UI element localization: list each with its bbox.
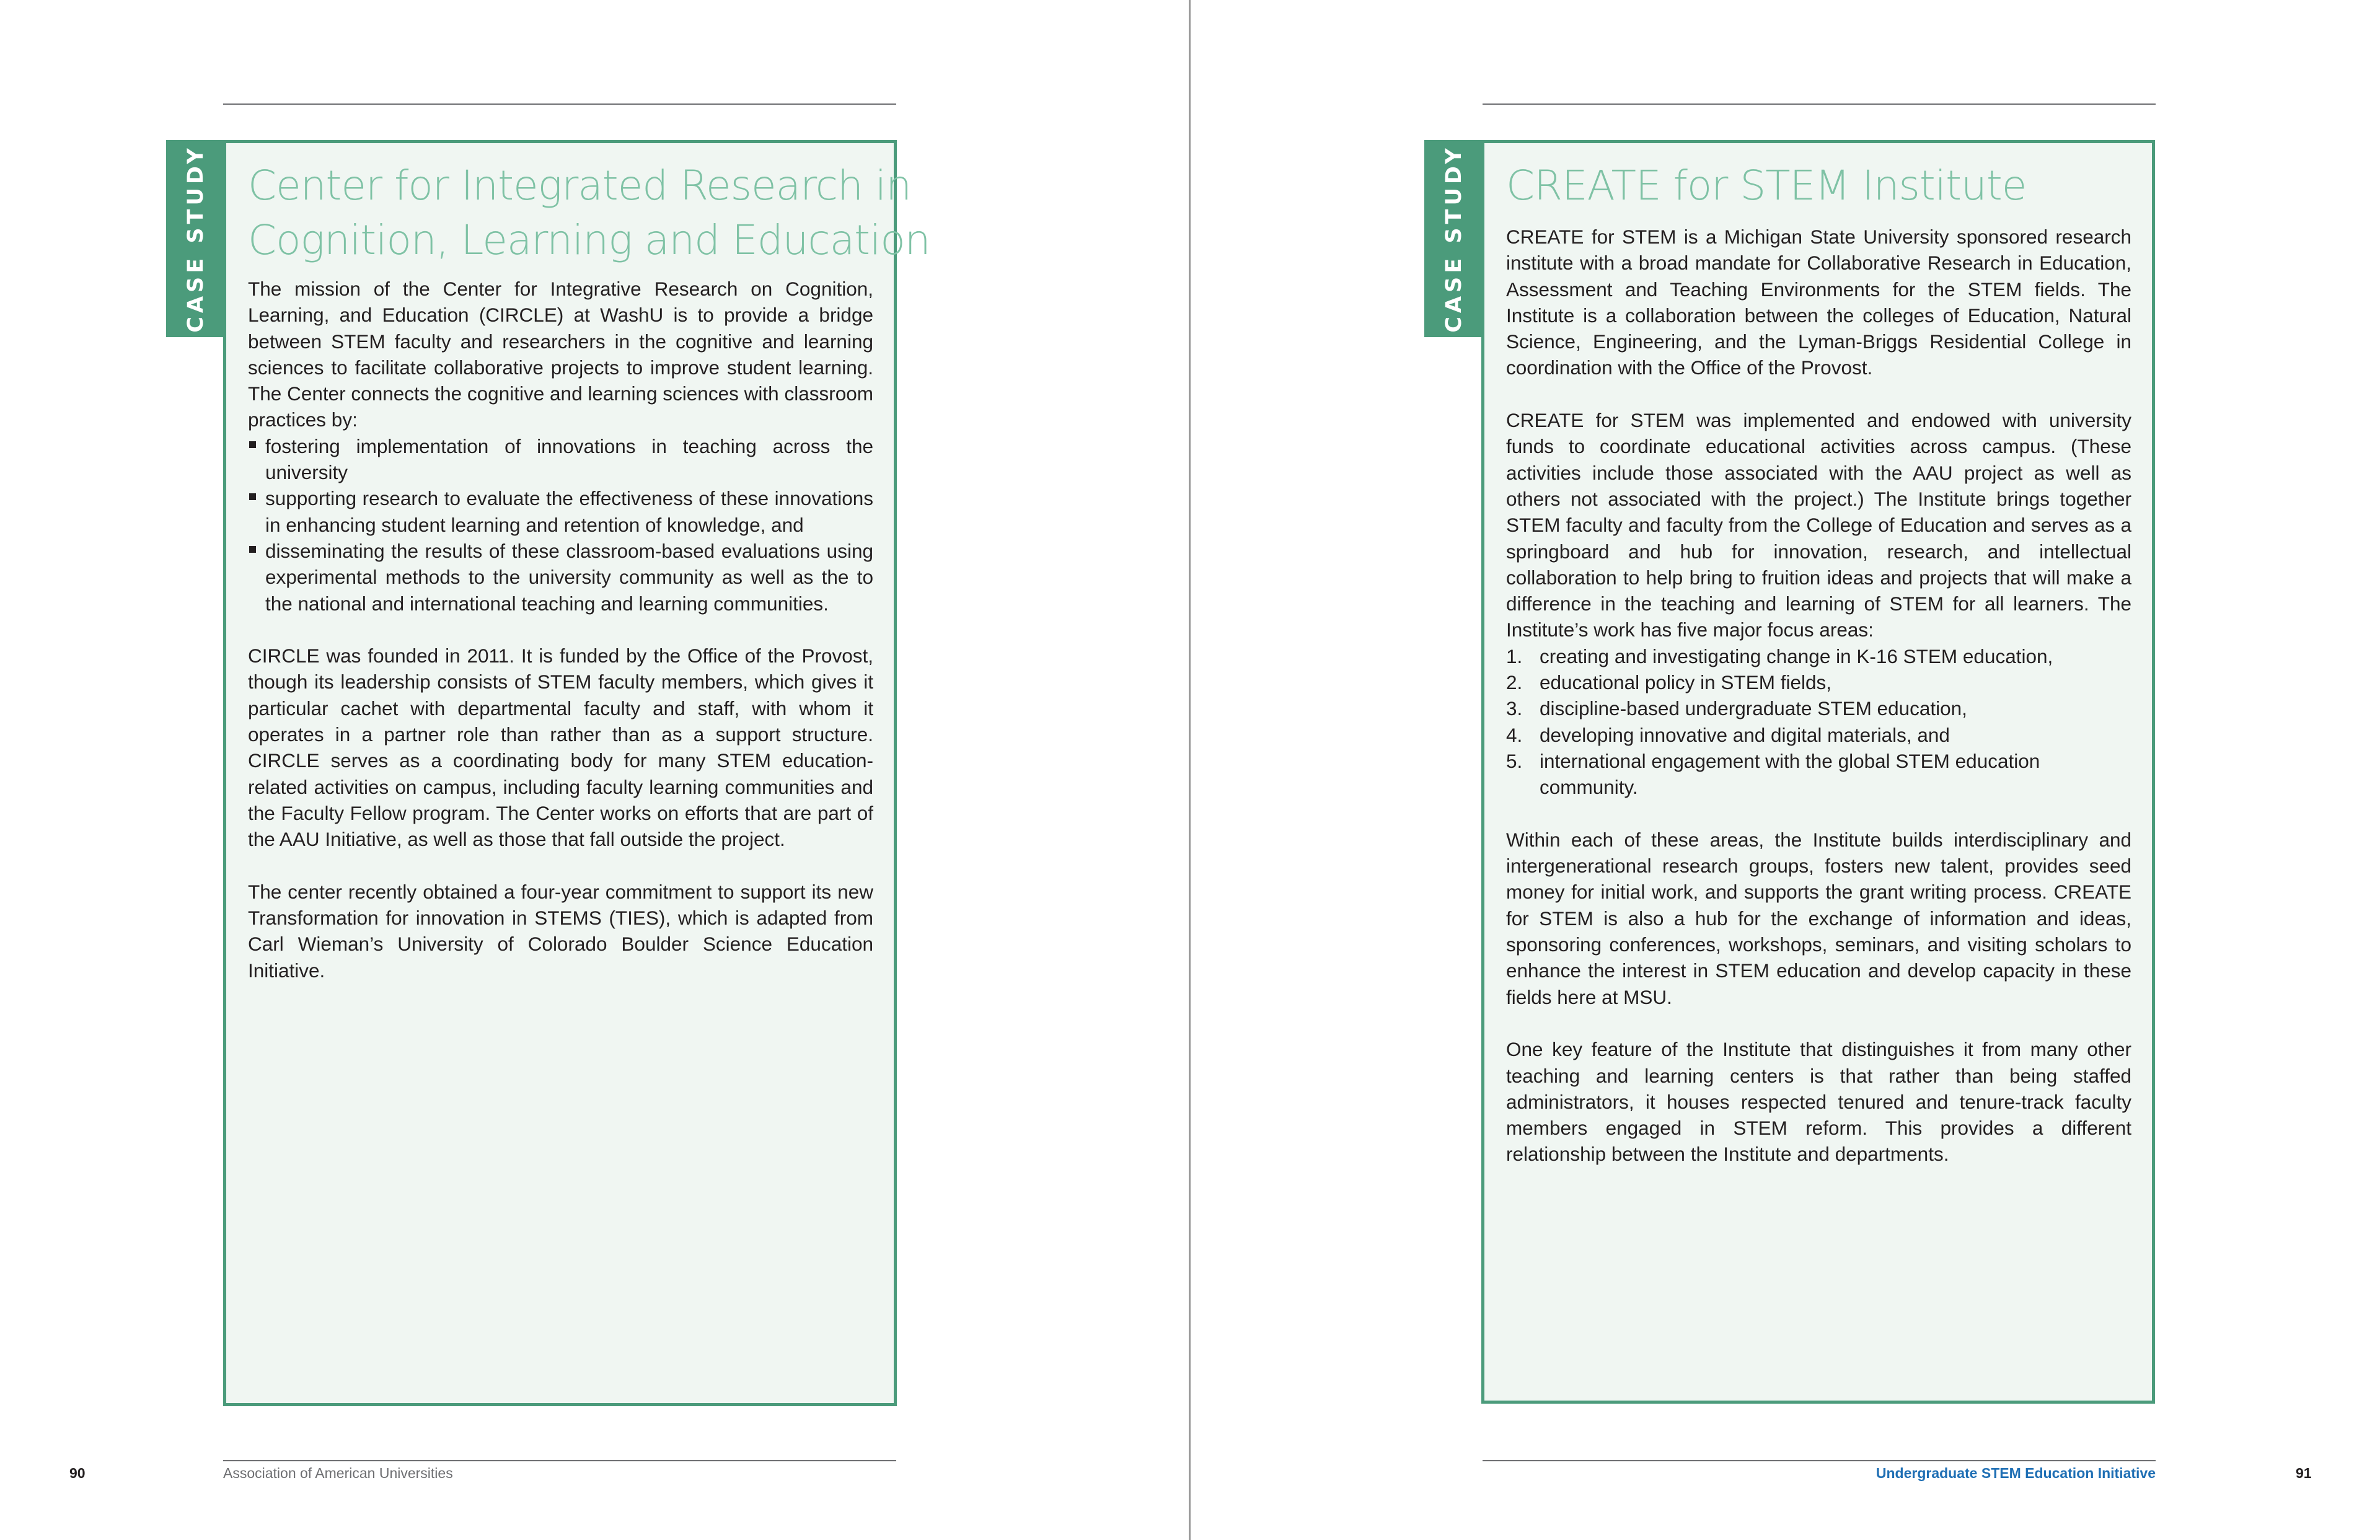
- list-item-text: disseminating the results of these classroom-based evaluations using experimental methods to the university community as well as the to the national and international teaching and learning communities.: [265, 539, 873, 615]
- top-rule: [223, 103, 896, 105]
- case-study-tab-label: CASE STUDY: [183, 144, 208, 333]
- case-study-title: [248, 159, 930, 268]
- page-number: 90: [69, 1465, 86, 1481]
- list-item: [1506, 669, 2131, 695]
- list-item-number: 5.: [1506, 749, 1523, 772]
- list-item-number: 1.: [1506, 645, 1523, 667]
- body-paragraph: CREATE for STEM was implemented and endowed with university funds to coordinate educational activities across campus. (These activities include those associated with the AAU project as well as others not associated with the project.) The Institute brings together STEM faculty and faculty from the College of Education and serves as a springboard and hub for innovation, research, and intellectual collaboration to help bring to fruition ideas and projects that will make a difference in the teaching and learning of STEM for all learners. The Institute’s work has five major focus areas:: [1506, 409, 2131, 641]
- paragraph-spacer: [1506, 1010, 2131, 1036]
- footer-rule: [1483, 1460, 2156, 1461]
- list-item-text: developing innovative and digital materials, and: [1540, 723, 1950, 746]
- footer-initiative-title: Undergraduate STEM Education Initiative: [1875, 1465, 2156, 1481]
- list-item: [1506, 643, 2131, 669]
- square-bullet-icon: [249, 546, 256, 553]
- case-study-tab: [1424, 140, 1483, 337]
- body-paragraph: One key feature of the Institute that distinguishes it from many other teaching and learning centers is that rather than being staffed administrators, it houses respected tenured and tenure-track faculty members engaged in STEM reform. This provides a different relationship between the Institute and departments.: [1506, 1038, 2131, 1166]
- list-item: [1506, 695, 2131, 721]
- footer-rule: [223, 1460, 896, 1461]
- list-item-number: 4.: [1506, 723, 1523, 746]
- focus-areas-list: [1506, 643, 2131, 801]
- case-study-title-line: Cognition, Learning and Education: [248, 216, 930, 264]
- list-item-text: creating and investigating change in K-16 STEM education,: [1540, 645, 2053, 667]
- body-paragraph: CREATE for STEM is a Michigan State University sponsored research institute with a broad mandate for Collaborative Research in Education, Assessment and Teaching Environments for the STEM fields. The Institute is a collaboration between the colleges of Education, Natural Science, Engineering, and the Lyman-Briggs Residential College in coordination with the Office of the Provost.: [1506, 226, 2131, 379]
- paragraph-spacer: [248, 853, 873, 879]
- list-item: [1506, 748, 2131, 801]
- bullet-list: [248, 433, 873, 617]
- left-page: [0, 0, 1189, 1540]
- page-number: 91: [2296, 1465, 2312, 1481]
- list-item-text: educational policy in STEM fields,: [1540, 671, 1831, 694]
- case-study-tab-label: CASE STUDY: [1441, 144, 1466, 333]
- body-paragraph: The center recently obtained a four-year commitment to support its new Transformation for innovation in STEMS (TIES), which is adapted from Carl Wieman’s University of Colorado Boulder Science Education Initiative.: [248, 880, 873, 982]
- list-item-number: 3.: [1506, 697, 1523, 720]
- list-item: [248, 538, 873, 617]
- book-spine-divider: [1189, 0, 1191, 1540]
- right-page: [1191, 0, 2380, 1540]
- list-item: [248, 485, 873, 538]
- list-item: [248, 433, 873, 486]
- body-paragraph: Within each of these areas, the Institute builds interdisciplinary and intergenerational research groups, fosters new talent, provides seed money for initial work, and supports the grant writing process. CREATE for STEM is also a hub for the exchange of information and ideas, sponsoring conferences, workshops, seminars, and visiting scholars to enhance the interest in STEM education and develop capacity in these fields here at MSU.: [1506, 828, 2131, 1008]
- case-study-tab: [166, 140, 225, 337]
- case-study-title-line: Center for Integrated Research in: [248, 162, 912, 209]
- list-item-text: fostering implementation of innovations in teaching across the university: [265, 434, 873, 484]
- intro-paragraph: The mission of the Center for Integrative Research on Cognition, Learning, and Education (CIRCLE) at WashU is to provide a bridge between STEM faculty and researchers in the cognitive and learning sciences to facilitate collaborative projects to improve student learning. The Center connects the cognitive and learning sciences with classroom practices by:: [248, 278, 873, 431]
- paragraph-spacer: [1506, 801, 2131, 827]
- footer-publisher: Association of American Universities: [223, 1465, 453, 1481]
- top-rule: [1483, 103, 2156, 105]
- body-paragraph: CIRCLE was founded in 2011. It is funded by the Office of the Provost, though its leadership consists of STEM faculty members, which gives it particular cachet with departmental faculty and staff, with whom it operates in a partner role than rather than as a support structure. CIRCLE serves as a coordinating body for many STEM education-related activities on campus, including faculty learning communities and the Faculty Fellow program. The Center works on efforts that are part of the AAU Initiative, as well as those that fall outside the project.: [248, 645, 873, 851]
- case-study-body: [1506, 224, 2131, 1168]
- square-bullet-icon: [249, 493, 256, 500]
- square-bullet-icon: [249, 441, 256, 448]
- list-item-number: 2.: [1506, 671, 1523, 694]
- list-item-text: supporting research to evaluate the effectiveness of these innovations in enhancing student learning and retention of knowledge, and: [265, 487, 873, 536]
- case-study-body: [248, 276, 873, 983]
- paragraph-spacer: [1506, 381, 2131, 407]
- list-item-text: international engagement with the global STEM education community.: [1540, 749, 2040, 799]
- paragraph-spacer: [248, 617, 873, 643]
- list-item-text: discipline-based undergraduate STEM education,: [1540, 697, 1967, 720]
- case-study-title: CREATE for STEM Institute: [1506, 162, 2027, 209]
- list-item: [1506, 722, 2131, 748]
